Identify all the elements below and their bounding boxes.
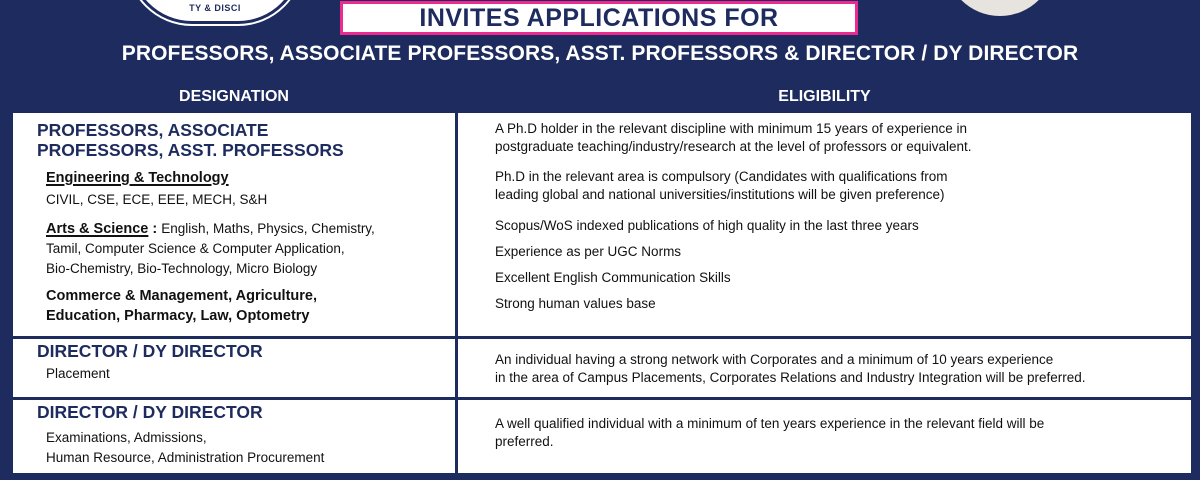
- eligibility-compulsory-line1: Ph.D in the relevant area is compulsory (Candidates with qualifications from: [495, 169, 948, 184]
- row-divider: [13, 336, 1191, 339]
- invite-banner: [340, 1, 858, 35]
- eligibility-publications: Scopus/WoS indexed publications of high quality in the last three years: [495, 218, 919, 233]
- row-divider: [13, 397, 1191, 400]
- row2-eligibility-line2: in the area of Campus Placements, Corporates Relations and Industry Integration will be preferred.: [495, 370, 1086, 385]
- institution-logo: [128, 0, 302, 24]
- commerce-line2: Education, Pharmacy, Law, Optometry: [46, 308, 310, 324]
- column-divider: [455, 81, 458, 473]
- arts-line2: Tamil, Computer Science & Computer Application,: [46, 241, 345, 256]
- arts-line3: Bio-Chemistry, Bio-Technology, Micro Biology: [46, 261, 318, 276]
- row3-eligibility-line2: preferred.: [495, 434, 554, 449]
- row2-eligibility-line1: An individual having a strong network with Corporates and a minimum of 10 years experience: [495, 352, 1054, 367]
- eligibility-values: Strong human values base: [495, 296, 656, 311]
- designation-header: DESIGNATION: [13, 81, 455, 113]
- engineering-heading: Engineering & Technology: [46, 170, 229, 186]
- eligibility-communication: Excellent English Communication Skills: [495, 270, 731, 285]
- eligibility-phd-line2: postgraduate teaching/industry/research at the level of professors or equivalent.: [495, 139, 972, 154]
- row3-sub-line2: Human Resource, Administration Procurement: [46, 450, 325, 465]
- arts-heading: Arts & Science: [46, 221, 149, 237]
- invite-title: INVITES APPLICATIONS FOR: [419, 3, 779, 32]
- row3-sub-line1: Examinations, Admissions,: [46, 430, 207, 445]
- row1-title-line2: PROFESSORS, ASST. PROFESSORS: [37, 140, 344, 160]
- eligibility-ugc: Experience as per UGC Norms: [495, 244, 682, 259]
- eligibility-phd-line1: A Ph.D holder in the relevant discipline with minimum 15 years of experience in: [495, 121, 967, 136]
- logo-seal-text: TY & DISCI: [189, 3, 241, 13]
- arts-line1: Arts & Science : English, Maths, Physics, Chemistry,: [46, 221, 375, 237]
- photo-partial: [945, 0, 1055, 16]
- positions-subtitle: PROFESSORS, ASSOCIATE PROFESSORS, ASST. PROFESSORS & DIRECTOR / DY DIRECTOR: [121, 42, 1079, 65]
- row3-title: DIRECTOR / DY DIRECTOR: [37, 402, 263, 422]
- row2-title: DIRECTOR / DY DIRECTOR: [37, 341, 263, 361]
- eligibility-header: ELIGIBILITY: [458, 81, 1191, 113]
- commerce-line1: Commerce & Management, Agriculture,: [46, 288, 317, 304]
- row2-sub: Placement: [46, 366, 110, 381]
- engineering-list: CIVIL, CSE, ECE, EEE, MECH, S&H: [46, 192, 268, 207]
- positions-table: [12, 80, 1192, 474]
- eligibility-compulsory-line2: leading global and national universities/institutions will be given preference): [495, 187, 945, 202]
- row1-title-line1: PROFESSORS, ASSOCIATE: [37, 120, 269, 140]
- row3-eligibility-line1: A well qualified individual with a minimum of ten years experience in the relevant field will be: [495, 416, 1045, 431]
